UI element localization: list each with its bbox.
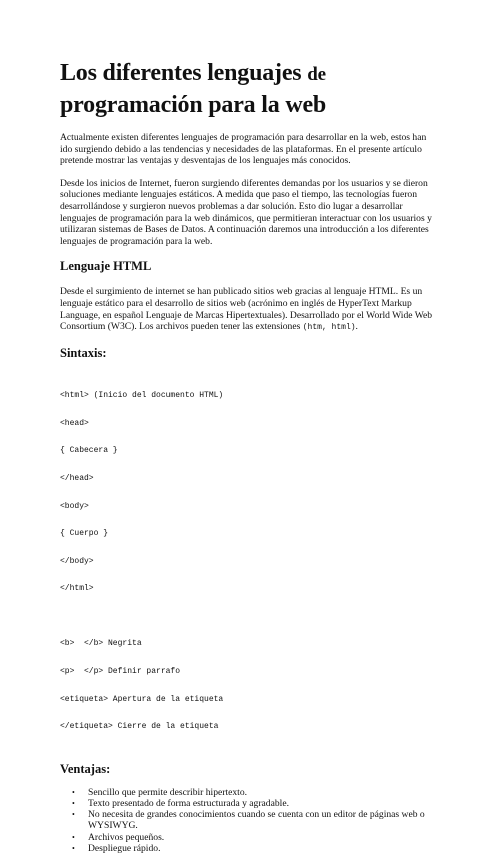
bullet-icon: • bbox=[72, 787, 75, 797]
html-section-text: Desde el surgimiento de internet se han publicado sitios web gracias al lenguaje HTML. Es un lenguaje estático para el desarrollo de sitios web (acrónimo en inglés de HyperText Markup Language, en español Lenguaje de Marcas Hipertextuales). Desarrollado por el World Wide Web Consortium (W3C). Los archivos pueden tener las extensiones bbox=[60, 286, 433, 333]
page-title bbox=[60, 58, 438, 120]
html-section-end: . bbox=[355, 321, 358, 333]
html-section-heading: Lenguaje HTML bbox=[60, 259, 152, 274]
list-item-text: Despliegue rápido. bbox=[88, 842, 161, 854]
code-line: <p> </p> Definir parrafo bbox=[60, 667, 181, 677]
advantages-heading: Ventajas: bbox=[60, 761, 111, 776]
bullet-icon: • bbox=[72, 810, 75, 820]
list-item-text: Sencillo que permite describir hipertexto. bbox=[88, 786, 248, 798]
code-line: <body> bbox=[60, 501, 89, 511]
html-extensions: (htm, html) bbox=[302, 323, 356, 333]
html-section-paragraph bbox=[60, 286, 438, 333]
syntax-heading: Sintaxis: bbox=[60, 345, 107, 360]
code-block-structure bbox=[60, 373, 438, 612]
code-line: <head> bbox=[60, 418, 89, 428]
code-line: </etiqueta> Cierre de la etiqueta bbox=[60, 722, 219, 732]
title-part-1: Los diferentes lenguajes bbox=[60, 60, 308, 86]
title-part-2: programación para la web bbox=[60, 92, 327, 118]
list-item bbox=[72, 786, 438, 798]
code-line: { Cuerpo } bbox=[60, 529, 109, 539]
document-page bbox=[60, 58, 438, 854]
intro-paragraph: Actualmente existen diferentes lenguajes de programación para desarrollar en la web, estos han ido surgiendo debido a las tendencias y necesidades de las plataformas. En el presente artículo pretende mostrar las ventajas y desventajas de los lenguajes más conocidos. bbox=[60, 132, 427, 167]
list-item-text: Archivos pequeños. bbox=[88, 831, 165, 843]
history-paragraph: Desde los inicios de Internet, fueron surgiendo diferentes demandas por los usuarios y se dieron soluciones mediante lenguajes estáticos. A medida que paso el tiempo, las tecnologías fueron desarrollándose y surgieron nuevos problemas a dar solución. Esto dio lugar a desarrollar lenguajes de programación para la web dinámicos, que permitieran interactuar con los usuarios y utilizaran sistemas de Bases de Datos. A continuación daremos una introducción a los diferentes lenguajes de programación para la web. bbox=[60, 177, 432, 247]
list-item-text: Texto presentado de forma estructurada y agradable. bbox=[88, 798, 289, 810]
list-item bbox=[72, 842, 438, 854]
code-line: <html> (Inicio del documento HTML) bbox=[60, 391, 224, 401]
list-item-text: No necesita de grandes conocimientos cuando se cuenta con un editor de páginas web o WYSIWYG. bbox=[88, 809, 425, 832]
advantages-list bbox=[60, 787, 438, 854]
bullet-icon: • bbox=[72, 843, 75, 853]
code-line: <etiqueta> Apertura de la etiqueta bbox=[60, 694, 224, 704]
code-line: <b> </b> Negrita bbox=[60, 639, 142, 649]
bullet-icon: • bbox=[72, 799, 75, 809]
code-line: </body> bbox=[60, 556, 94, 566]
list-item bbox=[72, 798, 438, 810]
list-item bbox=[72, 809, 438, 832]
code-block-tags bbox=[60, 621, 438, 750]
code-line: </html> bbox=[60, 584, 94, 594]
code-line: { Cabecera } bbox=[60, 446, 118, 456]
title-part-1-small: de bbox=[307, 64, 326, 85]
list-item bbox=[72, 831, 438, 843]
bullet-icon: • bbox=[72, 832, 75, 842]
code-line: </head> bbox=[60, 473, 94, 483]
